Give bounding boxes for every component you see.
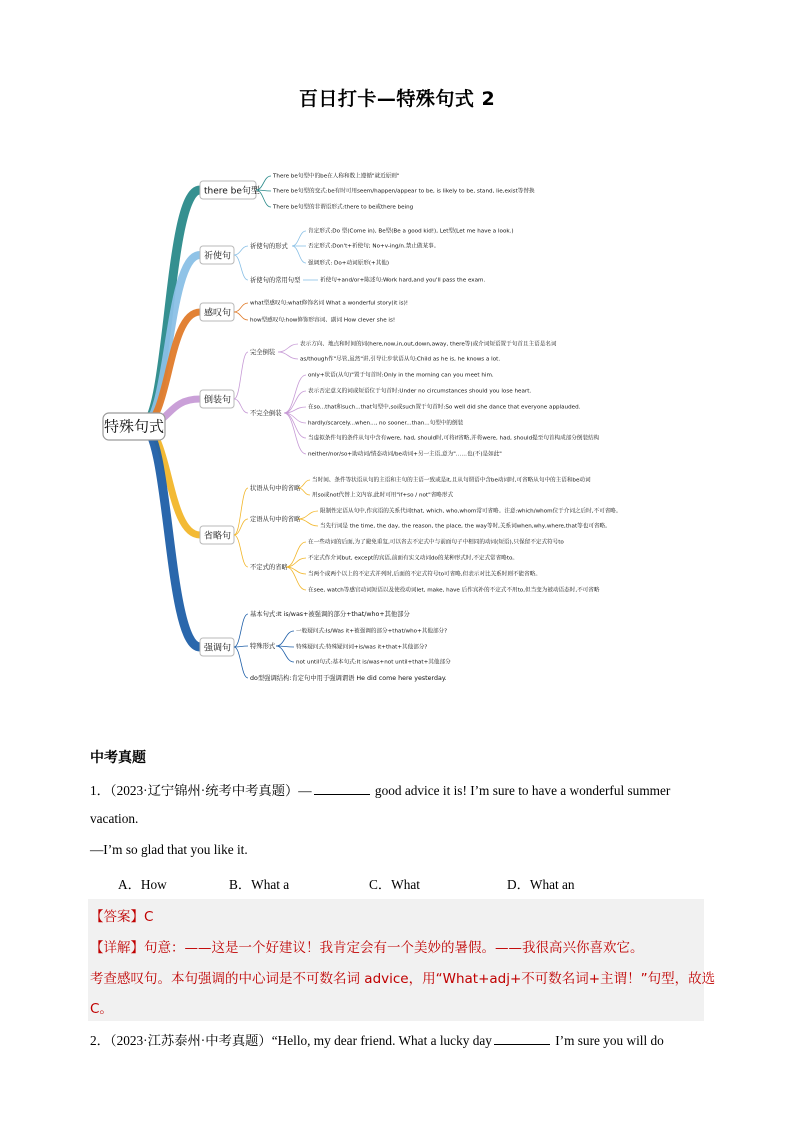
link-1-sub-1 xyxy=(234,255,248,280)
leaf-3-0-0: 表示方向、地点和时间的词(here,now,in,out,down,away, there等)或介词短语置于句首且主语是名词 xyxy=(300,341,557,348)
section-heading: 中考真题 xyxy=(90,750,146,766)
leaf-0-2: There be句型的非谓语形式:there to be或there being xyxy=(273,204,414,211)
link-2-1 xyxy=(234,312,248,320)
q1-line1 xyxy=(90,780,670,799)
link-3-sub-1 xyxy=(234,399,248,413)
leaf-0-1: There be句型的变式:be有时可用seem/happen/appear to be, is likely to be, stand, lie,exist等替换 xyxy=(273,188,535,195)
leaf-4-0-1: 用so或not代替上文内容,此时可用"if+so / not"省略形式 xyxy=(312,492,454,499)
link-4-sub-2 xyxy=(234,535,248,567)
leaf-3-1-0: only+状语(从句)"置于句首时:Only in the morning can you meet him. xyxy=(308,372,494,379)
sub-5-2: do型强调结构:肯定句中用于强调谓语 He did come here yesterday. xyxy=(250,675,447,682)
leaf-5-1-1: 特殊疑问式:特殊疑问词+is/was it+that+其他部分? xyxy=(296,644,428,651)
leaf-5-1-0: 一般疑问式:Is/Was it+被强调的部分+that/who+其他部分? xyxy=(296,628,448,635)
link-4-1-1 xyxy=(298,519,318,526)
detail-label: 【详解】 xyxy=(90,940,144,956)
detail-line xyxy=(90,936,644,956)
leaf-3-1-3: hardly/scarcely...when..., no sooner...than...句型中的倒装 xyxy=(308,420,464,427)
option-d[interactable]: D．What an xyxy=(507,877,575,892)
leaf-4-2-3: 在see, watch等感官动词短语以及使役动词let, make, have 后作宾补的不定式不用to,但当变为被动语态时,不可省略 xyxy=(308,587,600,594)
link-2-0 xyxy=(234,303,248,312)
link-3-1-5 xyxy=(284,413,306,454)
leaf-1-0-0: 肯定形式:Do 型(Come in), Be型(Be a good kid!), Let型(Let me have a look.) xyxy=(308,228,514,235)
category-label-4: 省略句 xyxy=(204,531,232,542)
link-5-sub-0 xyxy=(234,614,248,647)
q1-blank xyxy=(314,783,370,795)
q1-line3: —I’m so glad that you like it. xyxy=(90,842,248,857)
leaf-0-0: There be句型中的be在人称和数上遵循"就近原则" xyxy=(273,173,400,180)
q2-stem-prefix: 2．（2023·江苏泰州·中考真题）“Hello, my dear friend. What a lucky day xyxy=(90,1033,492,1048)
leaf-1-0-2: 强调形式: Do+动词原形(+其他) xyxy=(308,260,390,267)
option-a[interactable]: A．How xyxy=(118,877,167,892)
answer-value: C xyxy=(144,909,154,925)
leaf-4-1-1: 当先行词是 the time, the day, the reason, the place, the way等时,关系词when,why,where,that等也可省略。 xyxy=(320,523,611,530)
link-1-sub-0 xyxy=(234,246,248,255)
leaf-4-1-0: 限制性定语从句中,作宾语的关系代词that, which, who,whom常可省略。注意:which/whom位于介词之后时,不可省略。 xyxy=(320,508,622,515)
detail-line-3: C。 xyxy=(90,1001,113,1017)
leaf-3-1-1: 表示否定意义的词或短语位于句首时:Under no circumstances should you lose heart. xyxy=(308,388,532,395)
leaf-4-2-0: 在一些动词的后面,为了避免重复,可以省去不定式中与前面句子中相同的动词(短语),只保留不定式符号to xyxy=(308,539,564,546)
answer-panel xyxy=(88,899,704,1021)
link-1-0-2 xyxy=(292,246,306,263)
leaf-3-1-4: 当虚拟条件句的条件从句中含有were, had, should时,可将if省略,并将were, had, should提至句首构成部分倒装结构 xyxy=(308,435,600,442)
branch-5 xyxy=(142,426,200,647)
detail-line-2: 考查感叹句。本句强调的中心词是不可数名词 advice，用“What+adj+不可数名词+主谓！”句型，故选 xyxy=(90,971,716,987)
central-node-label: 特殊句式 xyxy=(103,417,165,436)
link-3-sub-0 xyxy=(234,352,248,399)
link-3-0-0 xyxy=(278,344,298,352)
link-4-1-0 xyxy=(298,511,318,519)
sub-5-1: 特殊形式 xyxy=(250,643,276,650)
q2-line1 xyxy=(90,1030,664,1049)
link-5-1-2 xyxy=(276,646,294,662)
detail-text: 句意：——这是一个好建议！我肯定会有一个美妙的暑假。——我很高兴你喜欢它。 xyxy=(144,940,644,956)
option-c[interactable]: C．What xyxy=(369,877,420,892)
answer-line xyxy=(90,905,153,925)
sub-1-1: 祈使句的常用句型 xyxy=(250,277,301,284)
leaf-5-1-2: not until句式:基本句式:It is/was+not until+that+其他部分 xyxy=(296,659,451,666)
leaf-4-2-1: 不定式作介词but, except的宾语,前面有实义动词do的某种形式时,不定式常省略to。 xyxy=(308,555,519,562)
category-label-5: 强调句 xyxy=(204,643,232,654)
leaf-2-0: what型感叹句:what修饰名词 What a wonderful story(it is)! xyxy=(250,300,408,307)
link-5-sub-2 xyxy=(234,647,248,678)
sub-4-0: 状语从句中的省略 xyxy=(250,485,301,492)
category-label-0: there be句型 xyxy=(204,186,260,197)
sub-3-0: 完全倒装 xyxy=(250,349,276,356)
sub-4-2: 不定式的省略 xyxy=(250,564,288,571)
category-label-3: 倒装句 xyxy=(204,395,232,406)
q2-stem-suffix: I’m sure you will do xyxy=(551,1033,664,1048)
leaf-4-0-0: 当时间、条件等状语从句的主语和主句的主语一致或是it,且从句谓语中含be动词时,可省略从句中的主语和be动词 xyxy=(312,477,591,484)
link-4-2-0 xyxy=(286,542,306,567)
leaf-2-1: how型感叹句:how修饰形容词、副词 How clever she is! xyxy=(250,317,396,324)
sub-4-1: 定语从句中的省略 xyxy=(250,516,301,523)
q1-line2: vacation. xyxy=(90,811,139,826)
q2-blank xyxy=(494,1033,550,1045)
leaf-1-0-1: 否定形式:Don't+祈使句; No+v-ing/n.禁止做某事。 xyxy=(308,243,440,250)
answer-label: 【答案】 xyxy=(90,909,144,925)
sub-3-1: 不完全倒装 xyxy=(250,410,282,417)
leaf-3-1-5: neither/nor/so+助动词/情态动词/be动词+另一主语,意为"……也(不)是如此" xyxy=(308,451,502,458)
q1-stem-suffix: good advice it is! I’m sure to have a wonderful summer xyxy=(371,783,671,798)
option-b[interactable]: B．What a xyxy=(229,877,290,892)
page-title: 百日打卡—特殊句式 2 xyxy=(298,88,496,110)
link-3-0-1 xyxy=(278,352,298,359)
link-5-1-0 xyxy=(276,631,294,646)
sub-5-0: 基本句式:It is/was+被强调的部分+that/who+其他部分 xyxy=(250,611,410,618)
sub-1-0: 祈使句的形式 xyxy=(250,243,288,250)
leaf-3-1-2: 在so...that和such...that句型中,so或such置于句首时:So well did she dance that everyone applauded. xyxy=(308,404,581,411)
category-label-1: 祈使句 xyxy=(204,251,232,262)
leaf-4-2-2: 当两个或两个以上的不定式并列时,后面的不定式符号to可省略,但表示对比关系时则不能省略。 xyxy=(308,571,541,578)
link-1-0-0 xyxy=(292,231,306,246)
q1-stem-prefix: 1．（2023·辽宁锦州·统考中考真题）— xyxy=(90,783,312,798)
leaf-3-0-1: as/though作"尽管,虽然"讲,引导让步状语从句:Child as he is, he knows a lot. xyxy=(300,356,501,363)
category-label-2: 感叹句 xyxy=(204,308,232,319)
leaf-1-1-0: 祈使句+and/or+陈述句:Work hard,and you'll pass the exam. xyxy=(320,277,486,284)
